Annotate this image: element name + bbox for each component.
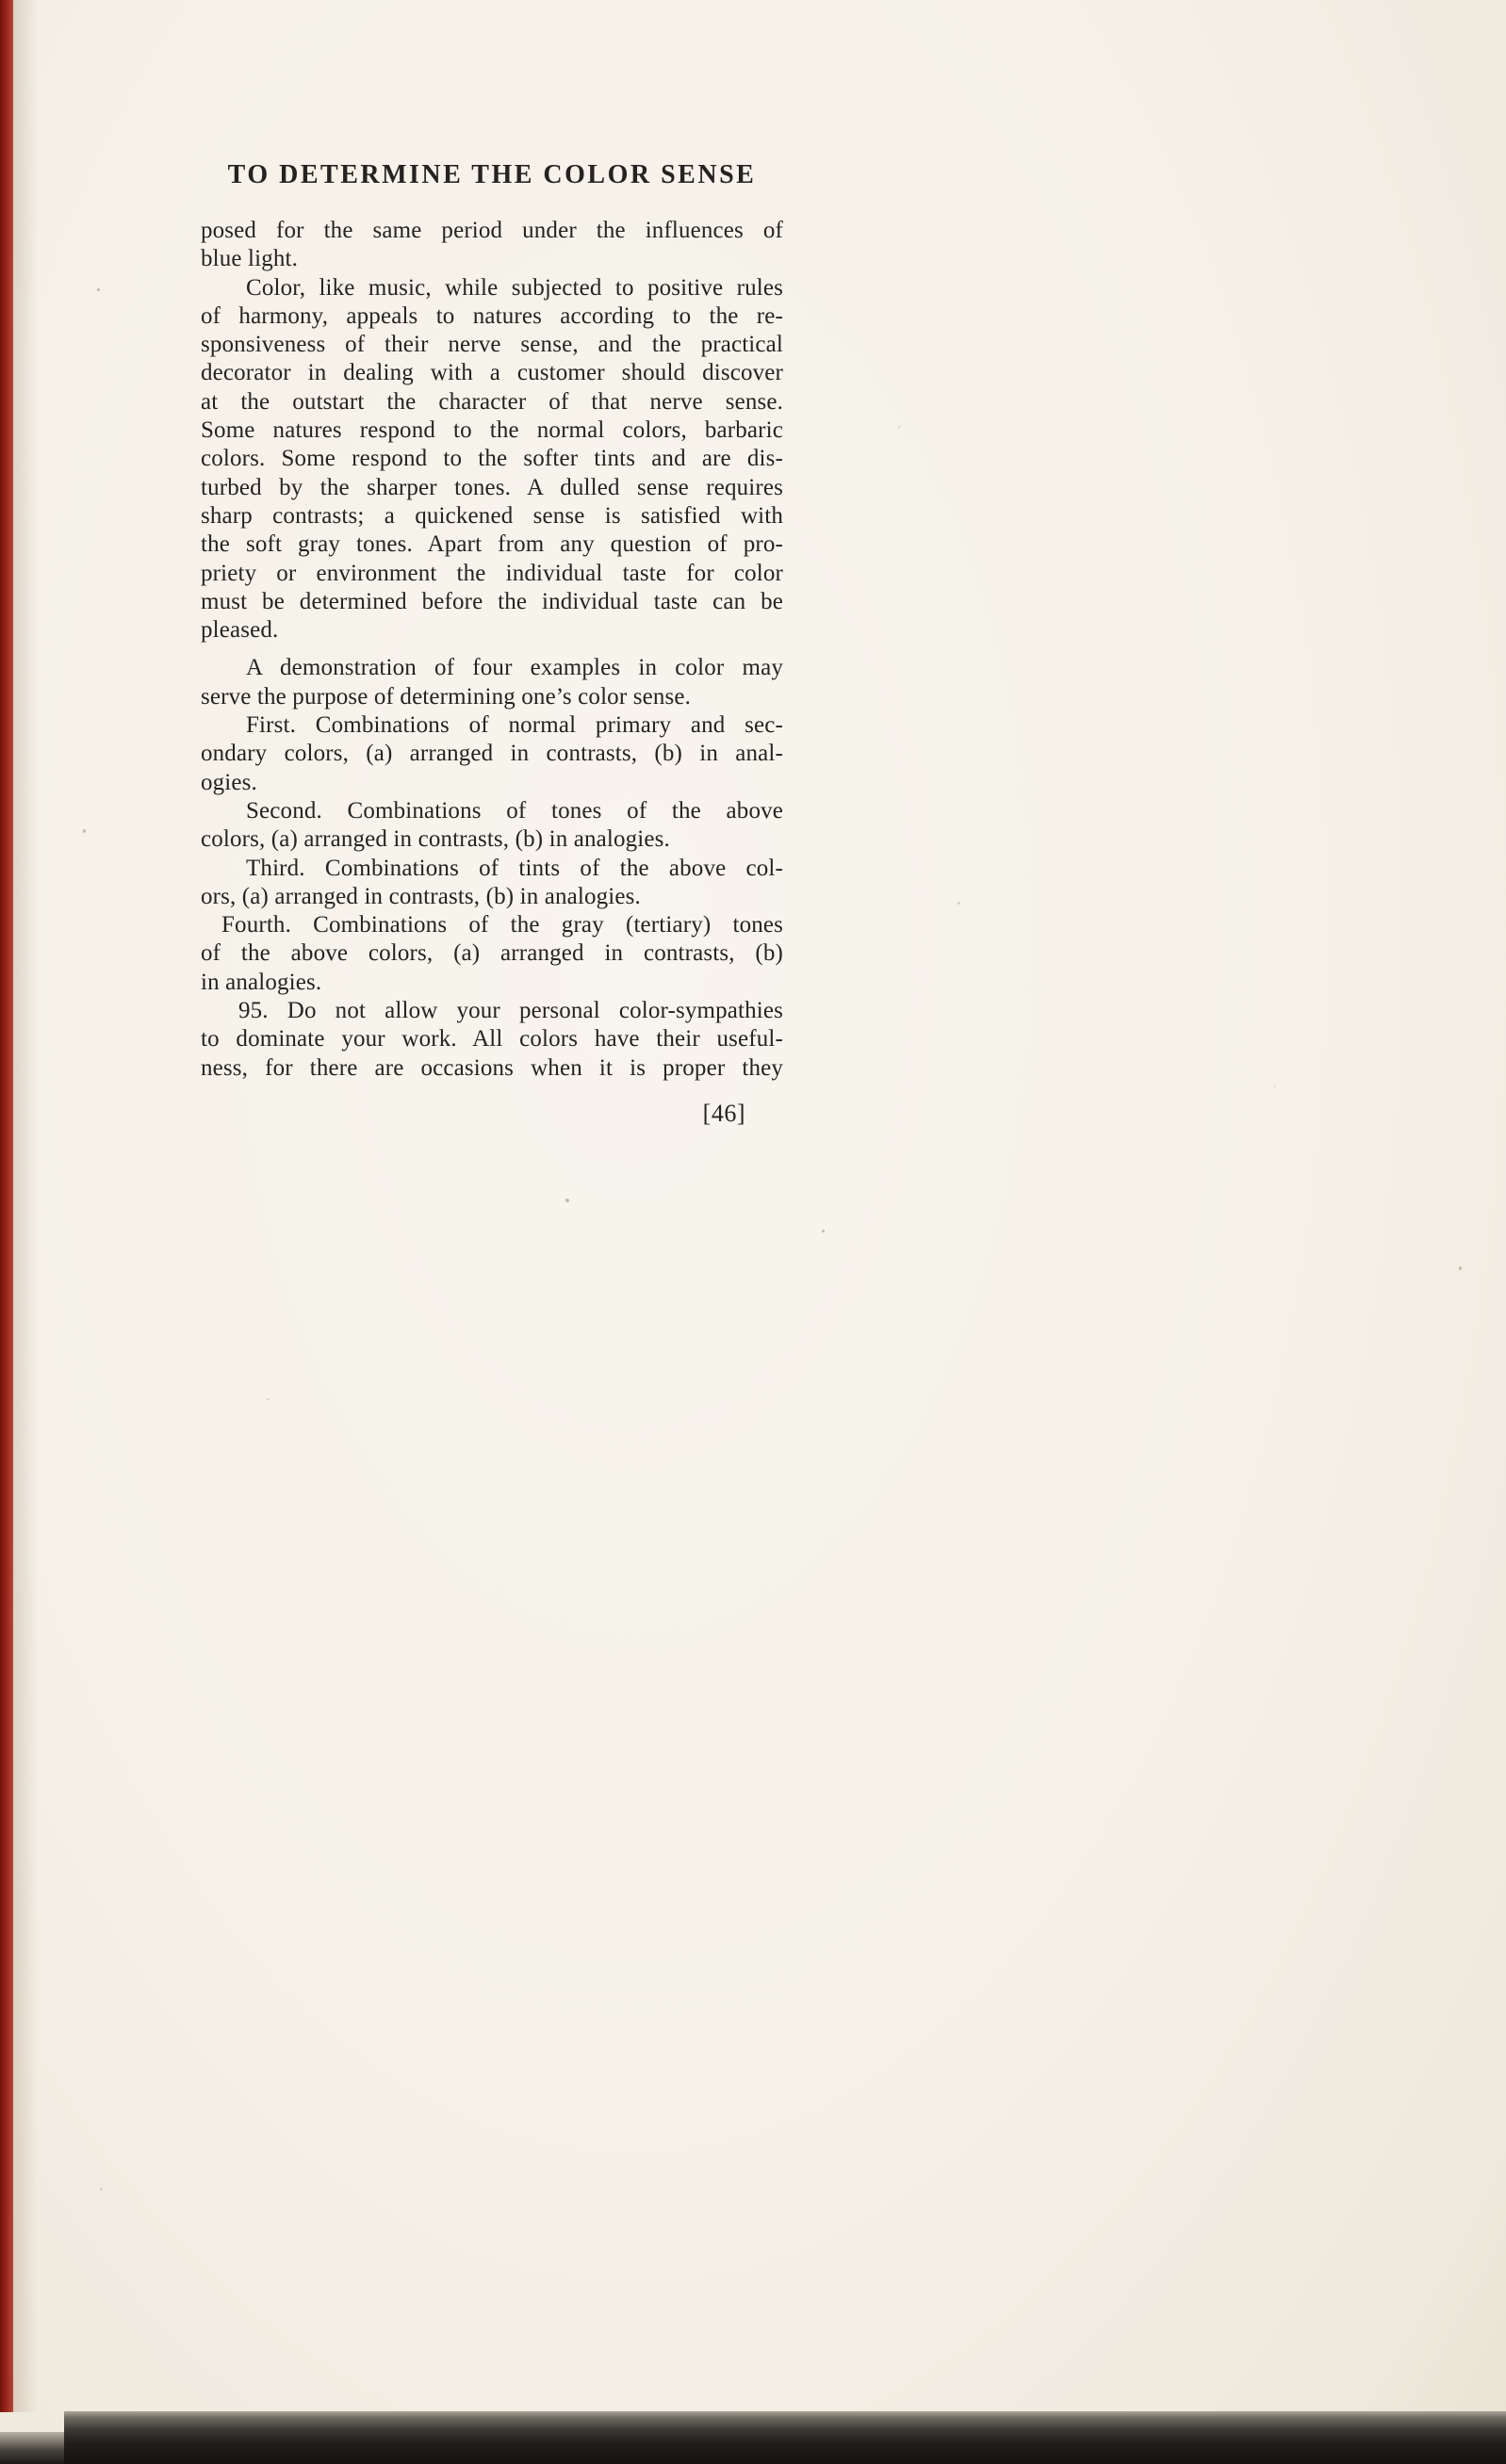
- paragraph: [201, 997, 783, 1083]
- text-line: blue light.: [201, 246, 299, 272]
- text-line: must be determined before the individual taste can be: [201, 588, 783, 614]
- text-line: A demonstration of four examples in color may: [246, 655, 783, 681]
- text-line: ogies.: [201, 769, 257, 795]
- text-line: Fourth. Combinations of the gray (tertiary) tones: [221, 912, 783, 938]
- paragraph: [201, 911, 783, 997]
- scan-speck: [822, 1230, 825, 1232]
- text-line: Third. Combinations of tints of the above col-: [246, 855, 783, 881]
- scan-speck: [83, 829, 86, 833]
- scan-bottom-shadow-left: [0, 2432, 64, 2464]
- scan-speck: [266, 1398, 270, 1400]
- text-line: in analogies.: [201, 969, 322, 995]
- paragraph: [201, 797, 783, 855]
- text-line: colors, (a) arranged in contrasts, (b) in analogies.: [201, 826, 670, 853]
- book-spine-edge: [0, 0, 13, 2412]
- text-line: turbed by the sharper tones. A dulled sense requires: [201, 474, 783, 500]
- scan-speck: [97, 288, 100, 291]
- spine-shadow: [13, 0, 38, 2412]
- page-title: TO DETERMINE THE COLOR SENSE: [227, 160, 757, 189]
- text-line: Some natures respond to the normal colors, barbaric: [201, 417, 783, 444]
- paragraph: [201, 654, 783, 711]
- text-line: First. Combinations of normal primary and sec-: [246, 712, 783, 739]
- scan-speck: [958, 902, 960, 905]
- scan-speck: [898, 426, 900, 429]
- text-line: decorator in dealing with a customer should discover: [201, 360, 783, 386]
- text-line: priety or environment the individual taste for color: [201, 560, 783, 586]
- text-line: the soft gray tones. Apart from any question of pro-: [201, 531, 783, 558]
- text-line: colors. Some respond to the softer tints and are dis-: [201, 446, 783, 472]
- paragraph: [201, 711, 783, 797]
- scan-speck: [100, 2188, 103, 2191]
- page-content: [201, 160, 783, 1128]
- text-line: pleased.: [201, 617, 279, 644]
- page-number: [46]: [702, 1099, 745, 1127]
- scan-speck: [1459, 1266, 1462, 1270]
- text-line: to dominate your work. All colors have their useful-: [201, 1026, 783, 1053]
- text-line: 95. Do not allow your personal color-sympathies: [238, 998, 783, 1024]
- text-line: at the outstart the character of that nerve sense.: [201, 388, 783, 415]
- text-line: Color, like music, while subjected to positive rules: [246, 274, 783, 301]
- text-block: [201, 217, 783, 1083]
- text-line: ors, (a) arranged in contrasts, (b) in analogies.: [201, 883, 641, 909]
- scan-speck: [565, 1199, 569, 1202]
- text-line: posed for the same period under the influences of: [201, 218, 783, 243]
- text-line: sharp contrasts; a quickened sense is satisfied with: [201, 502, 783, 529]
- text-line: sponsiveness of their nerve sense, and the practical: [201, 332, 783, 358]
- scan-speck: [1274, 1085, 1276, 1087]
- paragraph: [201, 855, 783, 912]
- paragraph: [201, 274, 783, 645]
- text-line: ness, for there are occasions when it is proper they: [201, 1054, 783, 1081]
- scan-bottom-shadow: [64, 2411, 1506, 2464]
- paragraph: [201, 217, 783, 274]
- text-line: ondary colors, (a) arranged in contrasts, (b) in anal-: [201, 741, 783, 767]
- text-line: of harmony, appeals to natures according to the re-: [201, 302, 783, 329]
- text-line: of the above colors, (a) arranged in contrasts, (b): [201, 940, 783, 967]
- text-line: serve the purpose of determining one’s color sense.: [201, 683, 692, 710]
- text-line: Second. Combinations of tones of the above: [246, 797, 783, 824]
